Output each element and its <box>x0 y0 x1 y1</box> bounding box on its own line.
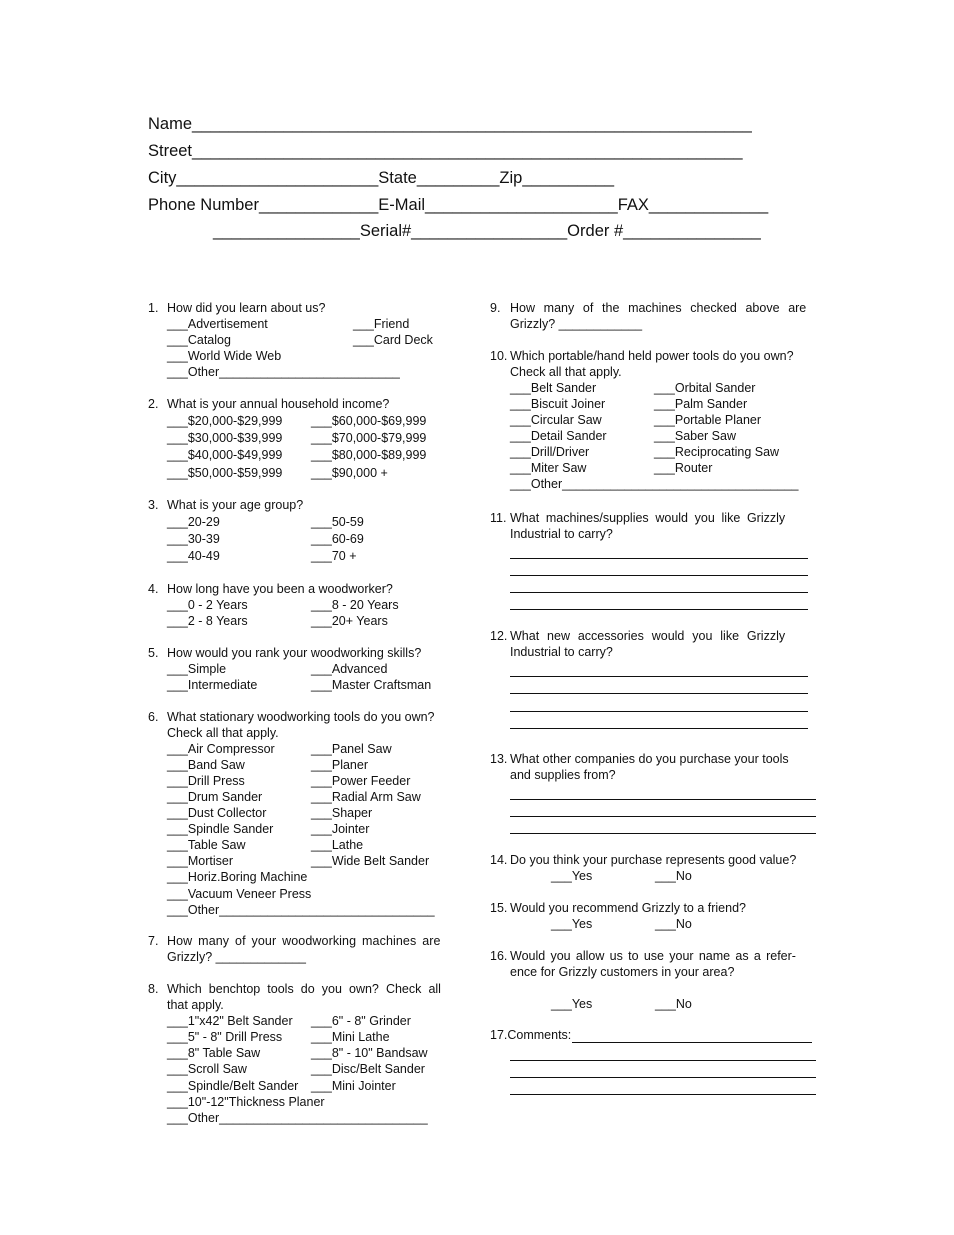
power-tool-option[interactable]: ___Belt Sander <box>510 380 597 395</box>
option-row <box>167 413 458 430</box>
answer-line[interactable] <box>510 800 816 817</box>
power-tool-option[interactable]: ___Detail Sander <box>510 429 607 444</box>
power-tool-option[interactable]: ___Palm Sander <box>654 396 748 411</box>
question-text-continued: Industrial to carry? <box>510 645 613 660</box>
benchtop-option[interactable]: ___8" - 10" Bandsaw <box>311 1046 428 1061</box>
question-text: How would you rank your woodworking skills? <box>167 645 422 660</box>
tool-option[interactable]: ___Table Saw <box>167 838 246 853</box>
comments-line[interactable] <box>572 1029 812 1043</box>
question-text: How many of your woodworking machines are <box>167 934 441 949</box>
tool-option[interactable]: ___Dust Collector <box>167 806 267 821</box>
question-text: What is your annual household income? <box>167 396 390 411</box>
option-other[interactable]: ___Other______________________________ <box>167 1110 428 1125</box>
question-5 <box>148 645 458 693</box>
question-number: 8. <box>148 981 159 996</box>
option-row <box>167 1078 458 1094</box>
income-option[interactable]: ___$20,000-$29,999 <box>167 414 283 429</box>
no-option[interactable]: ___No <box>655 996 692 1011</box>
serial-order-field[interactable]: ________________Serial#_________________Order #_______________ <box>213 222 761 240</box>
option-row <box>167 348 458 364</box>
age-option[interactable]: ___60-69 <box>311 532 364 547</box>
power-tool-option[interactable]: ___Portable Planer <box>654 413 762 428</box>
age-option[interactable]: ___70 + <box>311 549 357 564</box>
tool-option[interactable]: ___Vacuum Veneer Press <box>167 886 312 901</box>
option-row <box>167 316 458 332</box>
question-9 <box>490 300 818 332</box>
option-row <box>167 1029 458 1045</box>
option-catalog[interactable]: ___Catalog <box>167 333 231 348</box>
question-text-continued: Industrial to carry? <box>510 526 613 541</box>
answer-line[interactable] <box>510 677 808 694</box>
question-number: 5. <box>148 645 159 660</box>
option-row <box>167 1013 458 1029</box>
tool-option[interactable]: ___Power Feeder <box>311 773 411 788</box>
grizzly-machines-field[interactable]: Grizzly? ____________ <box>510 317 643 332</box>
benchtop-option[interactable]: ___Scroll Saw <box>167 1062 247 1077</box>
question-instruction: Check all that apply. <box>167 725 279 740</box>
option-other[interactable]: ___Other__________________________ <box>167 365 400 380</box>
question-number: 12. <box>490 629 508 644</box>
option-row <box>167 677 458 693</box>
option-row <box>510 396 818 412</box>
income-option[interactable]: ___$30,000-$39,999 <box>167 431 283 446</box>
power-tool-option[interactable]: ___Orbital Sander <box>654 380 756 395</box>
skill-option[interactable]: ___Simple <box>167 661 227 676</box>
option-row <box>167 514 458 531</box>
question-text: Which portable/hand held power tools do you own? <box>510 348 794 363</box>
option-friend[interactable]: ___Friend <box>353 317 410 332</box>
tool-option[interactable]: ___Panel Saw <box>311 741 392 756</box>
income-option[interactable]: ___$80,000-$89,999 <box>311 448 427 463</box>
power-tool-option[interactable]: ___Router <box>654 461 713 476</box>
option-row <box>167 1061 458 1077</box>
question-8 <box>148 981 458 1126</box>
question-instruction: Check all that apply. <box>510 364 622 379</box>
option-row <box>167 853 458 869</box>
option-row <box>167 597 458 613</box>
age-option[interactable]: ___40-49 <box>167 549 220 564</box>
power-tool-option[interactable]: ___Reciprocating Saw <box>654 445 780 460</box>
option-row <box>167 447 458 464</box>
option-row <box>167 757 458 773</box>
question-text-continued: ence for Grizzly customers in your area? <box>510 964 735 979</box>
power-tool-option[interactable]: ___Circular Saw <box>510 413 602 428</box>
question-15 <box>490 900 818 932</box>
tool-option[interactable]: ___Spindle Sander <box>167 822 274 837</box>
skill-option[interactable]: ___Master Craftsman <box>311 677 432 692</box>
question-text: What machines/supplies would you like Grizzly <box>510 510 786 525</box>
answer-line[interactable] <box>510 660 808 677</box>
question-4 <box>148 581 458 629</box>
question-number: 15. <box>490 900 508 915</box>
question-number: 9. <box>490 301 501 315</box>
benchtop-option[interactable]: ___6" - 8" Grinder <box>311 1014 411 1029</box>
tool-option[interactable]: ___Horiz.Boring Machine <box>167 870 308 885</box>
option-row <box>510 444 818 460</box>
question-14 <box>490 852 818 884</box>
left-column <box>148 300 458 1126</box>
answer-line[interactable] <box>510 542 808 559</box>
option-other[interactable]: ___Other_______________________________ <box>167 902 435 917</box>
question-text: How many of the machines checked above are <box>510 301 807 315</box>
tool-option[interactable]: ___Jointer <box>311 822 370 837</box>
option-row <box>167 548 458 565</box>
question-number: 14. <box>490 853 508 868</box>
option-row <box>167 332 458 348</box>
question-text: Would you recommend Grizzly to a friend? <box>510 900 746 915</box>
tool-option[interactable]: ___Shaper <box>311 806 373 821</box>
tool-option[interactable]: ___Mortiser <box>167 854 233 869</box>
yes-option[interactable]: ___Yes <box>551 869 593 884</box>
question-6 <box>148 709 458 918</box>
answer-line[interactable] <box>510 576 808 593</box>
option-row <box>167 613 458 629</box>
question-number: 2. <box>148 396 159 411</box>
tool-option[interactable]: ___Drum Sander <box>167 790 263 804</box>
income-option[interactable]: ___$60,000-$69,999 <box>311 414 427 429</box>
tool-option[interactable]: ___Lathe <box>311 838 364 853</box>
question-1 <box>148 300 458 380</box>
question-number: 13. <box>490 751 508 766</box>
option-card-deck[interactable]: ___Card Deck <box>353 333 433 348</box>
question-text: What other companies do you purchase your tools <box>510 751 789 766</box>
answer-line[interactable] <box>510 712 808 729</box>
power-tool-option[interactable]: ___Biscuit Joiner <box>510 396 606 411</box>
option-row <box>167 1045 458 1061</box>
question-3 <box>148 497 458 565</box>
skill-option[interactable]: ___Intermediate <box>167 677 258 692</box>
grizzly-count-field[interactable]: Grizzly? _____________ <box>167 950 306 965</box>
answer-line[interactable] <box>510 593 808 610</box>
yes-option[interactable]: ___Yes <box>551 916 593 931</box>
income-option[interactable]: ___$90,000 + <box>311 465 388 480</box>
question-number: 4. <box>148 581 159 596</box>
benchtop-option[interactable]: ___Mini Lathe <box>311 1030 390 1045</box>
question-number: 3. <box>148 498 159 513</box>
question-number: 16. <box>490 948 508 963</box>
question-17 <box>490 1027 818 1094</box>
income-option[interactable]: ___$40,000-$49,999 <box>167 448 283 463</box>
option-row <box>167 821 458 837</box>
age-option[interactable]: ___30-39 <box>167 532 220 547</box>
tool-option[interactable]: ___Drill Press <box>167 773 245 788</box>
option-row <box>167 661 458 677</box>
experience-option[interactable]: ___2 - 8 Years <box>167 614 248 629</box>
option-world-wide-web[interactable]: ___World Wide Web <box>167 349 282 364</box>
tool-option[interactable]: ___Planer <box>311 757 368 772</box>
phone-email-fax-field[interactable]: Phone Number_____________E-Mail_____________________FAX_____________ <box>148 196 769 214</box>
city-state-zip-field[interactable]: City______________________State_________Zip__________ <box>148 169 615 187</box>
income-option[interactable]: ___$50,000-$59,999 <box>167 465 283 480</box>
option-row <box>510 380 818 396</box>
skill-option[interactable]: ___Advanced <box>311 661 388 676</box>
power-tool-option[interactable]: ___Drill/Driver <box>510 445 590 460</box>
age-option[interactable]: ___50-59 <box>311 515 364 530</box>
power-tool-option[interactable]: ___Miter Saw <box>510 461 587 476</box>
street-field[interactable]: Street____________________________________________________________ <box>148 142 743 160</box>
question-text: Which benchtop tools do you own? Check all <box>167 981 441 996</box>
question-instruction: that apply. <box>167 998 224 1013</box>
answer-line[interactable] <box>510 694 808 711</box>
tool-option[interactable]: ___Radial Arm Saw <box>311 790 421 804</box>
question-text: How long have you been a woodworker? <box>167 581 393 596</box>
question-12 <box>490 628 818 729</box>
option-row <box>510 428 818 444</box>
question-number: 1. <box>148 301 159 315</box>
right-column <box>490 300 818 1095</box>
question-13 <box>490 751 818 834</box>
option-advertisement[interactable]: ___Advertisement <box>167 317 268 332</box>
benchtop-option[interactable]: ___Mini Jointer <box>311 1078 396 1093</box>
benchtop-option[interactable]: ___Spindle/Belt Sander <box>167 1078 299 1093</box>
question-text: What stationary woodworking tools do you own? <box>167 709 435 724</box>
answer-line[interactable] <box>510 783 816 800</box>
question-number: 11. <box>490 510 507 525</box>
question-number: 6. <box>148 709 159 724</box>
question-7 <box>148 933 458 965</box>
income-option[interactable]: ___$70,000-$79,999 <box>311 431 427 446</box>
benchtop-option[interactable]: ___10"-12"Thickness Planer <box>167 1094 325 1109</box>
option-row <box>167 805 458 821</box>
option-row <box>167 430 458 447</box>
option-row <box>510 460 818 476</box>
comments-label: 17.Comments: <box>490 1028 572 1043</box>
question-text: What new accessories would you like Grizzly <box>510 629 786 644</box>
power-tool-option[interactable]: ___Saber Saw <box>654 429 737 444</box>
question-16 <box>490 948 818 1012</box>
experience-option[interactable]: ___20+ Years <box>311 614 388 629</box>
tool-option[interactable]: ___Air Compressor <box>167 741 275 756</box>
question-text: Do you think your purchase represents good value? <box>510 853 797 868</box>
answer-line[interactable] <box>510 559 808 576</box>
question-text: How did you learn about us? <box>167 301 326 315</box>
answer-line[interactable] <box>510 817 816 834</box>
age-option[interactable]: ___20-29 <box>167 515 220 530</box>
question-text: What is your age group? <box>167 498 304 513</box>
question-number: 7. <box>148 934 159 949</box>
question-10 <box>490 348 818 493</box>
benchtop-option[interactable]: ___5" - 8" Drill Press <box>167 1030 283 1045</box>
tool-option[interactable]: ___Wide Belt Sander <box>311 854 430 869</box>
question-text-continued: and supplies from? <box>510 767 616 782</box>
name-field[interactable]: Name_____________________________________________________________ <box>148 115 752 133</box>
question-text: Would you allow us to use your name as a refer- <box>510 948 796 963</box>
experience-option[interactable]: ___8 - 20 Years <box>311 598 399 613</box>
no-option[interactable]: ___No <box>655 869 692 884</box>
benchtop-option[interactable]: ___1"x42" Belt Sander <box>167 1014 293 1029</box>
comments-line[interactable] <box>510 1043 816 1060</box>
question-number: 10. <box>490 348 508 363</box>
experience-option[interactable]: ___0 - 2 Years <box>167 598 248 613</box>
option-row <box>510 412 818 428</box>
option-row <box>167 531 458 548</box>
benchtop-option[interactable]: ___8" Table Saw <box>167 1046 261 1061</box>
option-other[interactable]: ___Other__________________________________ <box>510 477 799 492</box>
option-row <box>167 837 458 853</box>
tool-option[interactable]: ___Band Saw <box>167 757 245 772</box>
option-row <box>167 465 458 482</box>
option-row <box>167 773 458 789</box>
comments-line[interactable] <box>510 1061 816 1078</box>
benchtop-option[interactable]: ___Disc/Belt Sander <box>311 1062 425 1077</box>
option-row <box>167 789 458 805</box>
comments-line[interactable] <box>510 1078 816 1095</box>
yes-option[interactable]: ___Yes <box>551 996 593 1011</box>
question-11 <box>490 510 818 611</box>
option-row <box>167 741 458 757</box>
question-2 <box>148 396 458 482</box>
no-option[interactable]: ___No <box>655 916 692 931</box>
